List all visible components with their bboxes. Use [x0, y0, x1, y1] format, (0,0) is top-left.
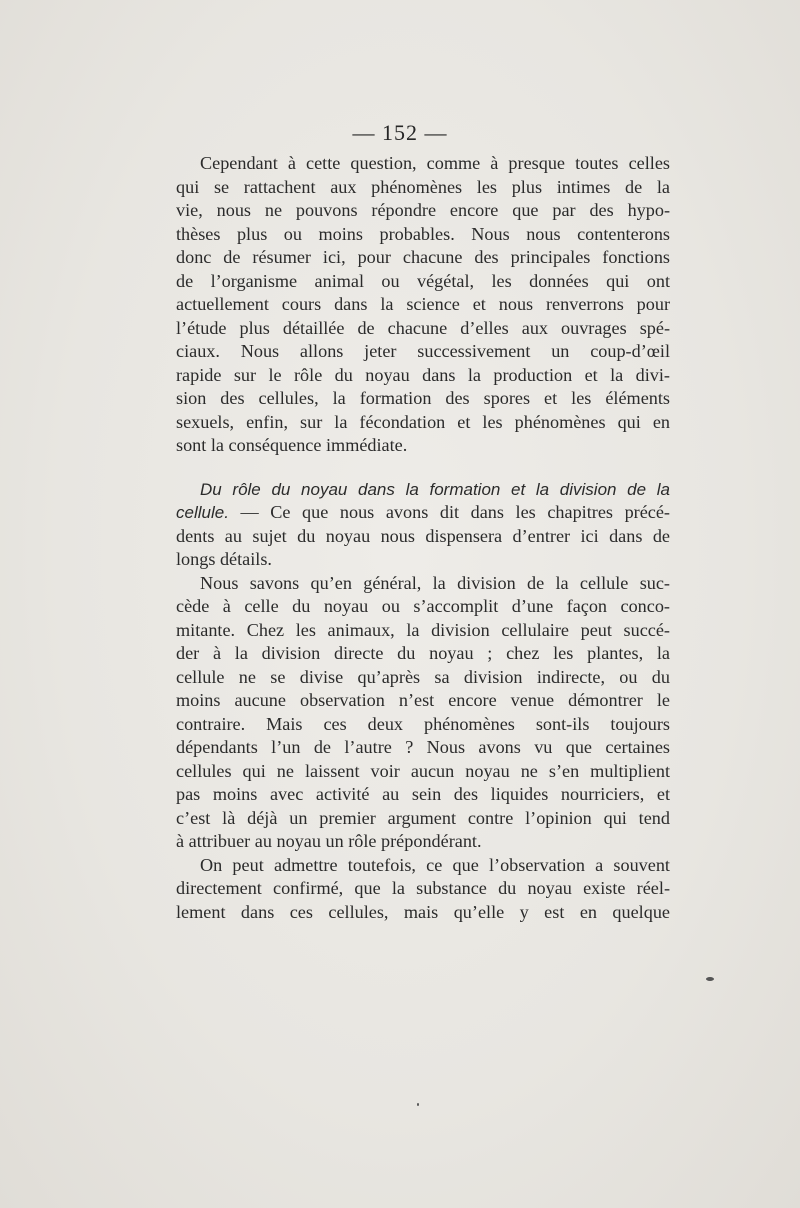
text-line: donc de résumer ici, pour chacune des principales fonctions [176, 247, 670, 267]
text-line [176, 501, 670, 525]
text-line: vie, nous ne pouvons répondre encore que par des hypo- [176, 200, 670, 220]
text-line: l’étude plus détaillée de chacune d’elles aux ouvrages spé- [176, 317, 670, 338]
ink-speck [417, 1103, 419, 1106]
text-line: cellule ne se divise qu’après sa division indirecte, ou du [176, 666, 670, 687]
text-line: longs détails. [176, 549, 272, 569]
text-line: sexuels, enfin, sur la fécondation et les phénomènes qui en [176, 411, 670, 432]
text-line: der à la division directe du noyau ; chez les plantes, la [176, 643, 670, 663]
text-line: directement confirmé, que la substance du noyau existe réel- [176, 878, 670, 898]
text-line: de l’organisme animal ou végétal, les données qui ont [176, 270, 670, 291]
text-line: contraire. Mais ces deux phénomènes sont-ils toujours [176, 713, 670, 734]
section-rôle-du-noyau [176, 478, 670, 572]
text-line: actuellement cours dans la science et nous renverrons pour [176, 294, 670, 314]
section-heading-end: cellule. [176, 503, 229, 522]
paragraph-gap [176, 458, 670, 478]
text-line: cède à celle du noyau ou s’accomplit d’une façon conco- [176, 596, 670, 616]
text-line: c’est là déjà un premier argument contre l’opinion qui tend [176, 807, 670, 828]
text-line: lement dans ces cellules, mais qu’elle y est en quelque [176, 901, 670, 922]
text-line: On peut admettre toutefois, ce que l’observation a souvent [200, 854, 670, 875]
text-line: qui se rattachent aux phénomènes les plus intimes de la [176, 176, 670, 197]
section-heading: Du rôle du noyau dans la formation et la division de la [200, 479, 670, 499]
text-line: sont la conséquence immédiate. [176, 435, 408, 455]
paragraph-2 [176, 572, 670, 854]
text-line: dents au sujet du noyau nous dispensera d’entrer ici dans de [176, 525, 670, 546]
text-line: cellules qui ne laissent voir aucun noyau ne s’en multiplient [176, 760, 670, 781]
paragraph-3 [176, 854, 670, 925]
text-line: pas moins avec activité au sein des liquides nourriciers, et [176, 784, 670, 804]
text-line: thèses plus ou moins probables. Nous nous contenterons [176, 223, 670, 244]
text-line: Cependant à cette question, comme à presque toutes celles [200, 153, 670, 173]
text-line: rapide sur le rôle du noyau dans la production et la divi- [176, 364, 670, 385]
page-number: — 152 — [352, 120, 448, 145]
text-line: ciaux. Nous allons jeter successivement un coup-d’œil [176, 341, 670, 361]
text-line: à attribuer au noyau un rôle prépondérant. [176, 831, 482, 851]
text-line: Nous savons qu’en général, la division de la cellule suc- [200, 572, 670, 593]
section-heading-continuation: — Ce que nous avons dit dans les chapitres précé- [228, 502, 670, 522]
text-line: moins aucune observation n’est encore venue démontrer le [176, 690, 670, 710]
ink-speck [706, 977, 714, 981]
text-line: sion des cellules, la formation des spores et les éléments [176, 388, 670, 408]
paragraph-1 [176, 152, 670, 458]
text-line: mitante. Chez les animaux, la division cellulaire peut succé- [176, 619, 670, 640]
body-text [176, 152, 670, 924]
text-line: dépendants l’un de l’autre ? Nous avons vu que certaines [176, 737, 670, 757]
